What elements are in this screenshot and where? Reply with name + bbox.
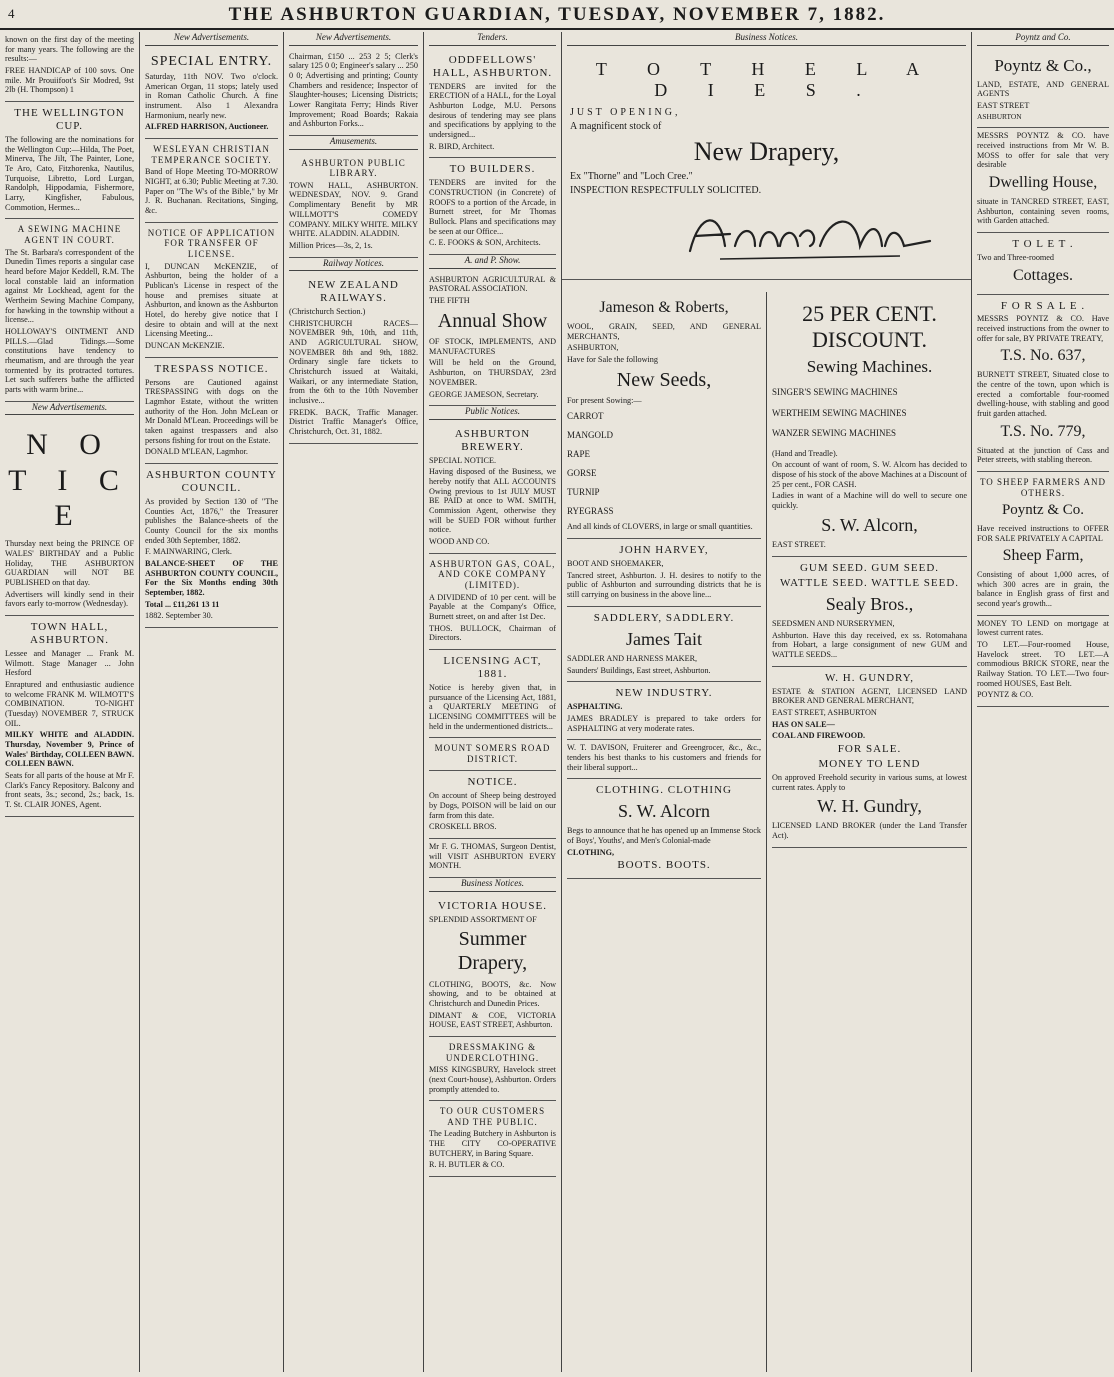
dwelling-ad (977, 128, 1109, 233)
sheep-heading: TO SHEEP FARMERS AND OTHERS. (979, 476, 1107, 498)
lets-text: TO LET.—Four-roomed House, Havelock street. TO LET.—A commodious BRICK STORE, near the Railway Station. TO LET.—Two four-roomed HOUSES, East Belt. (977, 640, 1109, 688)
town-hall-ad (5, 616, 134, 817)
railways-ad (289, 274, 418, 444)
to-let-heading: T O L E T . (1012, 237, 1074, 250)
sheep-poyntz: Poyntz & Co. (1001, 502, 1085, 519)
poyntz-town: ASHBURTON (977, 111, 1022, 121)
poison-text: On account of Sheep being destroyed by Dogs, POISON will be laid on our farm from this date. (429, 791, 556, 820)
signature-andrew-orr (570, 201, 963, 271)
gas-text: A DIVIDEND of 10 per cent. will be Payable at the Company's Office, Burnett street, on and after 1st Dec. (429, 592, 556, 621)
auctioneer-name: ALFRED HARRISON, Auctioneer. (145, 122, 269, 132)
builders-ad (429, 158, 556, 255)
seed-ryegrass: RYEGRASS (567, 506, 614, 517)
wellington-cup-heading: THE WELLINGTON CUP. (14, 107, 125, 132)
masthead (0, 0, 1114, 30)
asphalting-heading: ASPHALTING. (567, 702, 623, 712)
poison-notice (429, 771, 556, 839)
victoria-sign: DIMANT & COE, VICTORIA HOUSE, EAST STREET, Ashburton. (429, 1010, 556, 1030)
nzr-text: CHRISTCHURCH RACES—NOVEMBER 9th, 10th, and 11th, AND AGRICULTURAL SHOW, NOVEMBER 8th and 9th, 1882. Ordinary single fare tickets to Christchurch issued at Waitaki, Waikari, or any intermediate Station, from the 6th to the 10th November inclusive... (289, 318, 418, 406)
notice-text: Thursday next being the PRINCE OF WALES' BIRTHDAY and a Public Holiday, THE ASHBURTON GUARDIAN will NOT BE PUBLISHED on that day. (5, 539, 134, 588)
gundry-big: W. H. Gundry, (817, 796, 922, 817)
show-fifth: THE FIFTH (429, 295, 470, 305)
notice-holiday (5, 418, 134, 616)
wattle-seed: WATTLE SEED. WATTLE SEED. (779, 576, 960, 589)
amusements-heading: Amusements. (289, 136, 418, 150)
trespass-ad (145, 358, 278, 464)
show-title: Annual Show (437, 309, 548, 332)
wellington-cup-text: The following are the nominations for the Wellington Cup:—Hilda, The Poet, Minerva, The Jilt, The Painter, Lone, Te Aro, Cato, Fitzhorenka, Nautilus, Turquoise, Libretto, Lord Lurgan, Randolph, Hippodamia, Fishermore, Larry, Kingfisher, Fabulous, Commotion, Hermes... (5, 134, 134, 212)
county-sign: F. MAINWARING, Clerk. (145, 547, 232, 557)
town-hall-managers: Lessee and Manager ... Frank M. Wilmott. Stage Manager ... John Hesford (5, 649, 134, 678)
column-5-heading: Business Notices. (567, 32, 966, 46)
signature-graphic (570, 201, 964, 271)
seats-text: Seats for all parts of the house at Mr F. Clark's Fancy Repository. Balcony and front seats, 3s.; second, 2s.; back, 1s. T. St. CLAIR JONES, Agent. (5, 771, 134, 810)
for-sale-ad (977, 295, 1109, 472)
show-heading: A. and P. Show. (429, 255, 556, 269)
ts-637-text: BURNETT STREET, Situated close to the centre of the town, upon which is erected a comfortable four-roomed dwelling-house, with stabling and good fruit garden attached. (977, 370, 1109, 419)
discount-heading: 25 PER CENT. DISCOUNT. (802, 301, 937, 352)
gundry-ad (772, 667, 967, 848)
wesleyan-text: Band of Hope Meeting TO-MORROW NIGHT, at 6.30; Public Meeting at 7.30. Paper on "The W's of the Bible," by Mr J. R. Buchanan. Recitations, Singing, &c. (145, 167, 278, 216)
jameson-ad (567, 292, 761, 539)
wanzer: WANZER SEWING MACHINES (772, 428, 896, 439)
gum-seed: GUM SEED. GUM SEED. (799, 561, 940, 574)
road-district-ad (429, 738, 556, 771)
town-hall-heading: TOWN HALL, ASHBURTON. (29, 621, 110, 647)
wesleyan-heading: WESLEYAN CHRISTIAN TEMPERANCE SOCIETY. (151, 144, 272, 165)
free-handicap: FREE HANDICAP of 100 sovs. One mile. Mr Prouiifoot's Sir Modred, 9st 2lb (H. Thompson) 1 (5, 66, 134, 95)
dentist-ad (429, 839, 556, 878)
show-of: OF STOCK, IMPLEMENTS, AND MANUFACTURES (429, 337, 556, 356)
boots-heading: BOOTS. BOOTS. (617, 859, 711, 872)
dwelling-heading: Dwelling House, (988, 174, 1098, 192)
column-4-heading: Tenders. (429, 32, 556, 46)
county-text: As provided by Section 130 of "The Counties Act, 1876," the Treasurer publishes the Balance-sheets of the County Council for the six months ended 30th September, 1882. (145, 496, 278, 545)
hand-treadle: (Hand and Treadle). (772, 448, 838, 458)
clothing-heading: CLOTHING. CLOTHING (596, 784, 732, 797)
oddfellows-text: TENDERS are invited for the ERECTION of a HALL, for the Loyal Ashburton Lodge, M.U. Persons desirous of tendering may see plans and specifications by applying to the undersigned... (429, 81, 556, 139)
butchery-sign: R. H. BUTLER & CO. (429, 1160, 505, 1170)
for-sale-heading: F O R S A L E . (1000, 299, 1086, 312)
dressmaking-text: MISS KINGSBURY, Havelock street (next Court-house), Ashburton. Orders promptly attended to. (429, 1065, 556, 1094)
column-5 (562, 32, 972, 1372)
clothing-word: CLOTHING, (567, 847, 615, 857)
sewing-agent-text: The St. Barbara's correspondent of the Dunedin Times reports a singular case heard before Major Keddell, R.M. The local constable laid an information against Mr Lockhead, agent for the Wertheim Sewing Machine Company, for hawking in the township without a license... (5, 247, 134, 325)
victoria-text: CLOTHING, BOOTS, &c. Now showing, and to be obtained at Christchurch and Dunedin Prices. (429, 979, 556, 1008)
sheep-text: Have received instructions to OFFER FOR SALE PRIVATELY A CAPITAL (977, 523, 1109, 543)
racing-results (5, 32, 134, 102)
seed-gorse: GORSE (567, 468, 597, 479)
east-street: EAST STREET. (772, 540, 826, 550)
poyntz-place: EAST STREET (977, 101, 1030, 110)
poyntz-sign: POYNTZ & CO. (977, 690, 1034, 700)
show-ad (429, 272, 556, 407)
public-notices-heading: Public Notices. (429, 406, 556, 420)
dressmaking-ad (429, 1037, 556, 1101)
asphalting-ad (567, 682, 761, 740)
dwelling-text: situate in TANCRED STREET, EAST, Ashburton, containing seven rooms, with Garden attached. (977, 196, 1109, 226)
seed-carrot: CARROT (567, 410, 604, 421)
column-5-right (767, 292, 972, 1372)
harvey-ad (567, 539, 761, 607)
gundry-sub: ESTATE & STATION AGENT, LICENSED LAND BROKER AND GENERAL MERCHANT, (772, 686, 967, 706)
road-heading: MOUNT SOMERS ROAD DISTRICT. (434, 743, 551, 764)
new-ads-heading: New Advertisements. (5, 402, 134, 416)
column-5-left (562, 292, 767, 1372)
brewery-heading: ASHBURTON BREWERY. (454, 427, 531, 453)
ladies-want: Ladies in want of a Machine will do well to secure one quickly. (772, 491, 967, 511)
harvey-heading: JOHN HARVEY, (619, 544, 709, 557)
sealy-sub: SEEDSMEN AND NURSERYMEN, (772, 618, 895, 628)
builders-sign: C. E. FOOKS & SON, Architects. (429, 238, 541, 248)
sheep-farm-ad (977, 472, 1109, 616)
trespass-text: Persons are Cautioned against TRESPASSING with dogs on the Lagmhor Estate, without the written authority of the Hon. John McLean or Mr Donald M'Lean. Proceedings will be taken against trespassers and also persons fishing for trout on the Estate. (145, 377, 278, 445)
licensing-text: Notice is hereby given that, in pursuance of the Licensing Act, 1881, a QUARTERLY MEETING of LICENSING COMMITTEES will be held in the undermentioned districts... (429, 682, 556, 731)
to-let-ad (977, 233, 1109, 295)
library-prices: Million Prices—3s, 2, 1s. (289, 240, 373, 250)
asphalting-text: JAMES BRADLEY is prepared to take orders for ASPHALTING at very moderate rates. (567, 713, 761, 733)
column-3-heading: New Advertisements. (289, 32, 418, 46)
sealy-text: Ashburton. Have this day received, ex ss. Rotomahana from Hobart, a large consignment of new GUM and WATTLE SEEDS... (772, 630, 967, 659)
business-notices-heading: Business Notices. (429, 878, 556, 892)
brewery-ad (429, 423, 556, 554)
poison-sign: CROSKELL BROS. (429, 822, 497, 832)
ts-637: T.S. No. 637, (1000, 347, 1086, 365)
column-6 (972, 32, 1114, 1372)
jameson-sub: WOOL, GRAIN, SEED, AND GENERAL MERCHANTS, (567, 321, 761, 341)
for-sale: FOR SALE. (837, 742, 902, 755)
harvey-text: Tancred street, Ashburton. J. H. desires to notify to the public of Ashburton and surrounding districts that he is still carrying on business in the above line... (567, 570, 761, 600)
gas-heading: ASHBURTON GAS, COAL, AND COKE COMPANY (LIMITED). (429, 558, 556, 590)
sewing-machines-ad (772, 292, 967, 557)
alcorn-text: Begs to announce that he has opened up an Immense Stock of Boys', Youths', and Men's Colonial-made (567, 826, 761, 846)
show-sign: GEORGE JAMESON, Secretary. (429, 389, 539, 399)
license-sign: DUNCAN McKENZIE. (145, 340, 225, 350)
butchery-heading: TO OUR CUSTOMERS AND THE PUBLIC. (439, 1106, 546, 1127)
balance-heading: BALANCE-SHEET OF THE ASHBURTON COUNTY COUNCIL, For the Six Months ending 30th September, 1882. (145, 558, 278, 597)
library-ad (289, 153, 418, 258)
milky-white-text: MILKY WHITE and ALADDIN. Thursday, November 9, Prince of Wales' Birthday, COLLEEN BAWN. COLLEEN BAWN. (5, 730, 134, 769)
to-let-sub: Two and Three-roomed (977, 252, 1055, 262)
trespass-sign: DONALD M'LEAN, Lagmhor. (145, 447, 248, 457)
gundry-place: EAST STREET, ASHBURTON (772, 707, 877, 717)
balance-total: Total ... £11,261 13 11 (145, 599, 220, 609)
show-association: ASHBURTON AGRICULTURAL & PASTORAL ASSOCIATION. (429, 274, 556, 294)
room-text: On account of want of room, S. W. Alcorn has decided to dispose of his stock of the above Machines at a Discount of 25 per cent., FOR CASH. (772, 460, 967, 489)
gas-ad (429, 554, 556, 650)
licensing-heading: LICENSING ACT, 1881. (443, 654, 542, 680)
oddfellows-ad (429, 49, 556, 159)
tait-sub: SADDLER AND HARNESS MAKER, (567, 653, 698, 663)
license-ad (145, 223, 278, 358)
money-to-lend: MONEY TO LEND (818, 757, 921, 770)
licensing-ad (429, 650, 556, 738)
seed-rape: RAPE (567, 449, 591, 460)
nzr-sign: FREDK. BACK, Traffic Manager. District Traffic Manager's Office, Christchurch, Oct. 31, 1882. (289, 407, 418, 437)
column-2 (140, 32, 284, 1372)
balance-date: 1882. September 30. (145, 611, 213, 621)
butchery-ad (429, 1101, 556, 1177)
special-entry-text: Saturday, 11th NOV. Two o'clock. American Organ, 11 stops; lately used in Roman Catholic Church. A fine instrument. Also 1 Alexandra Harmonium, nearly new. (145, 72, 278, 120)
county-heading: ASHBURTON COUNTY COUNCIL. (146, 468, 277, 494)
brewery-sign: WOOD AND CO. (429, 537, 490, 547)
coal: COAL AND FIREWOOD. (772, 731, 866, 741)
victoria-heading: VICTORIA HOUSE. (438, 899, 547, 912)
show-text: Will be held on the Ground, Ashburton, on THURSDAY, 23rd NOVEMBER. (429, 358, 556, 387)
poyntz-sub: LAND, ESTATE, AND GENERAL AGENTS (977, 79, 1109, 99)
special-entry-heading: SPECIAL ENTRY. (150, 53, 273, 69)
column-6-heading: Poyntz and Co. (977, 32, 1109, 46)
for-sale-text: MESSRS POYNTZ & CO. Have received instructions from the owner to offer for sale, BY PRIVATE TREATY, (977, 314, 1109, 343)
inspection: INSPECTION RESPECTFULLY SOLICITED. (570, 185, 762, 197)
money-text-6: MONEY TO LEND on mortgage at lowest current rates. (977, 618, 1109, 638)
seed-turnip: TURNIP (567, 487, 600, 498)
builders-text: TENDERS are invited for the CONSTRUCTION (in Concrete) of ROOFS to a portion of the Arcade, in Burnett street, for Mr Thomas Bullock. Plans and specifications may be seen at our Office... (429, 178, 556, 236)
just-opening: JUST OPENING, (570, 107, 681, 119)
sewing-agent-article (5, 219, 134, 401)
alcorn-name: S. W. Alcorn (617, 801, 710, 822)
james-tait: James Tait (626, 628, 702, 649)
town-hall-text: Enraptured and enthusiastic audience to welcome FRANK M. WILMOTT'S COMBINATION. TO-NIGHT (Tuesday) NOVEMBER 7, STRUCK OIL. (5, 680, 134, 728)
poison-heading: NOTICE. (467, 776, 518, 789)
wertheim: WERTHEIM SEWING MACHINES (772, 407, 907, 418)
column-1 (0, 32, 140, 1372)
new-industry: NEW INDUSTRY. (615, 687, 713, 700)
racing-intro: known on the first day of the meeting for many years. The following are the results:— (5, 35, 134, 64)
messrs-text: MESSRS POYNTZ & CO. have received instructions from Mr W. B. MOSS to offer for sale that very desirable (977, 131, 1109, 170)
poyntz-header-ad (977, 49, 1109, 129)
holloway-text: HOLLOWAY'S OINTMENT AND PILLS.—Glad Tidings.—Some constitutions have tendency to rheumatism, and are through the year tormented by its protracted tortures. Let such sufferers bathe the afflicted parts with warm brine... (5, 326, 134, 394)
butchery-text: The Leading Butchery in Ashburton is THE CITY CO-OPERATIVE BUTCHERY, in Baring Square. (429, 1129, 556, 1158)
clothing-ad (567, 779, 761, 879)
singer: SINGER'S SEWING MACHINES (772, 386, 898, 397)
sewing-machines-heading: Sewing Machines. (806, 356, 933, 376)
sheep-farm-text: Consisting of about 1,000 acres, of which 300 acres are in grain, the balance in English grass of first and second year's growth... (977, 570, 1109, 609)
ts-779: T.S. No. 779, (1000, 422, 1086, 440)
oddfellows-heading: ODDFELLOWS' HALL, ASHBURTON. (432, 53, 553, 79)
harvey-sub: BOOT AND SHOEMAKER, (567, 559, 664, 569)
money-text: On approved Freehold security in various sums, at lowest current rates. Apply to (772, 772, 967, 792)
ladies-heading: T O T H E L A D I E S . (595, 58, 938, 100)
gas-sign: THOS. BULLOCK, Chairman of Directors. (429, 623, 556, 643)
sewing-agent-heading: A SEWING MACHINE AGENT IN COURT. (17, 224, 122, 245)
accounts-text: Chairman, £150 ... 253 2 5; Clerk's salary 125 0 0; Engineer's salary ... 250 0 0; Advertising and printing; County Chambers and residence; Inspector of Slaughter-houses; Licensing Districts; Lower Rangitata Ferry; Hinds River Improvement; Road Boards; Rakaia and Ashburton Forks... (289, 51, 418, 129)
dentist-text: Mr F. G. THOMAS, Surgeon Dentist, will VISIT ASHBURTON EVERY MONTH. (429, 842, 556, 871)
magnificent-stock: A magnificent stock of (570, 120, 662, 132)
page-number: 4 (8, 6, 15, 21)
jameson-heading: Jameson & Roberts, (599, 299, 729, 316)
seed-mangold: MANGOLD (567, 429, 613, 440)
license-heading: NOTICE OF APPLICATION FOR TRANSFER OF LICENSE. (147, 227, 276, 259)
railway-heading: Railway Notices. (289, 258, 418, 272)
sw-alcorn: S. W. Alcorn, (821, 514, 918, 535)
library-text: TOWN HALL, ASHBURTON. WEDNESDAY, NOV. 9. Grand Complimentary Benefit by MR WILLMOTT'S COMEDY COMPANY. MILKY WHITE. MILKY WHITE. ALADDIN. ALADDIN. (289, 180, 418, 239)
sheep-farm: Sheep Farm, (1002, 547, 1084, 565)
ladies-ad (562, 49, 971, 280)
notice-heading: N O T I C E (8, 428, 131, 533)
special-entry-ad (145, 49, 278, 140)
column-4 (424, 32, 562, 1372)
accounts-listing (289, 49, 418, 136)
poyntz-heading: Poyntz & Co., (994, 55, 1092, 75)
victoria-big: Summer Drapery, (457, 928, 528, 974)
victoria-sub: SPLENDID ASSORTMENT OF (429, 914, 537, 924)
gundry-heading: W. H. GUNDRY, (824, 671, 915, 684)
dressmaking-heading: DRESSMAKING & UNDERCLOTHING. (445, 1041, 540, 1063)
davison-text: W. T. DAVISON, Fruiterer and Greengrocer, &c., &c., tenders his best thanks to his customers and friends for their liberal support... (567, 743, 761, 772)
victoria-house-ad (429, 895, 556, 1037)
notice-text-2: Advertisers will kindly send in their favors early to-morrow (Wednesday). (5, 589, 134, 609)
cottages: Cottages. (1013, 266, 1073, 284)
brewery-text: Having disposed of the Business, we hereby notify that ALL ACCOUNTS Owing previous to 1st JULY MUST BE PAID at once to WM. SMITH, Commission Agent, otherwise they will be SUED FOR without further notice. (429, 467, 556, 535)
library-heading: ASHBURTON PUBLIC LIBRARY. (301, 157, 406, 179)
builders-heading: TO BUILDERS. (449, 163, 536, 176)
sealy-ad (772, 557, 967, 667)
nzr-sub: (Christchurch Section.) (289, 307, 366, 317)
oddfellows-sign: R. BIRD, Architect. (429, 141, 495, 151)
ex-ships: Ex "Thorne" and "Loch Cree." (570, 171, 693, 183)
jameson-place: ASHBURTON, (567, 343, 619, 353)
column-3 (284, 32, 424, 1372)
clovers: And all kinds of CLOVERS, in large or small quantities. (567, 522, 753, 532)
new-drapery: New Drapery, (693, 136, 840, 166)
county-council-ad (145, 464, 278, 628)
sealy-heading: Sealy Bros., (825, 593, 914, 614)
gundry-foot: LICENSED LAND BROKER (under the Land Transfer Act). (772, 821, 967, 841)
nzr-heading: NEW ZEALAND RAILWAYS. (308, 279, 399, 305)
trespass-heading: TRESPASS NOTICE. (154, 362, 269, 375)
column-2-heading: New Advertisements. (145, 32, 278, 46)
money-lend-ad (977, 616, 1109, 707)
tait-text: Saunders' Buildings, East street, Ashburton. (567, 665, 711, 675)
new-seeds: New Seeds, (616, 368, 712, 391)
ts-779-text: Situated at the junction of Cass and Peter streets, with stabling thereon. (977, 445, 1109, 465)
wesleyan-ad (145, 139, 278, 223)
wellington-cup (5, 102, 134, 219)
saddlery-ad (567, 607, 761, 683)
brewery-special: SPECIAL NOTICE. (429, 455, 497, 465)
newspaper-title: THE ASHBURTON GUARDIAN, TUESDAY, NOVEMBER 7, 1882. (228, 4, 886, 25)
license-text: I, DUNCAN McKENZIE, of Ashburton, being the holder of a Publican's License in respect of the house and premises situate at Ashburton, and known as the Ashburton Hotel, do hereby give notice that I desire to obtain and will at the next Licensing Meeting... (145, 261, 278, 339)
jameson-sale: Have for Sale the following (567, 354, 658, 364)
seeds-sown: For present Sowing:— (567, 396, 642, 406)
saddlery-heading: SADDLERY, SADDLERY. (593, 611, 735, 624)
davison-ad (567, 740, 761, 779)
on-sale: HAS ON SALE— (772, 719, 835, 729)
